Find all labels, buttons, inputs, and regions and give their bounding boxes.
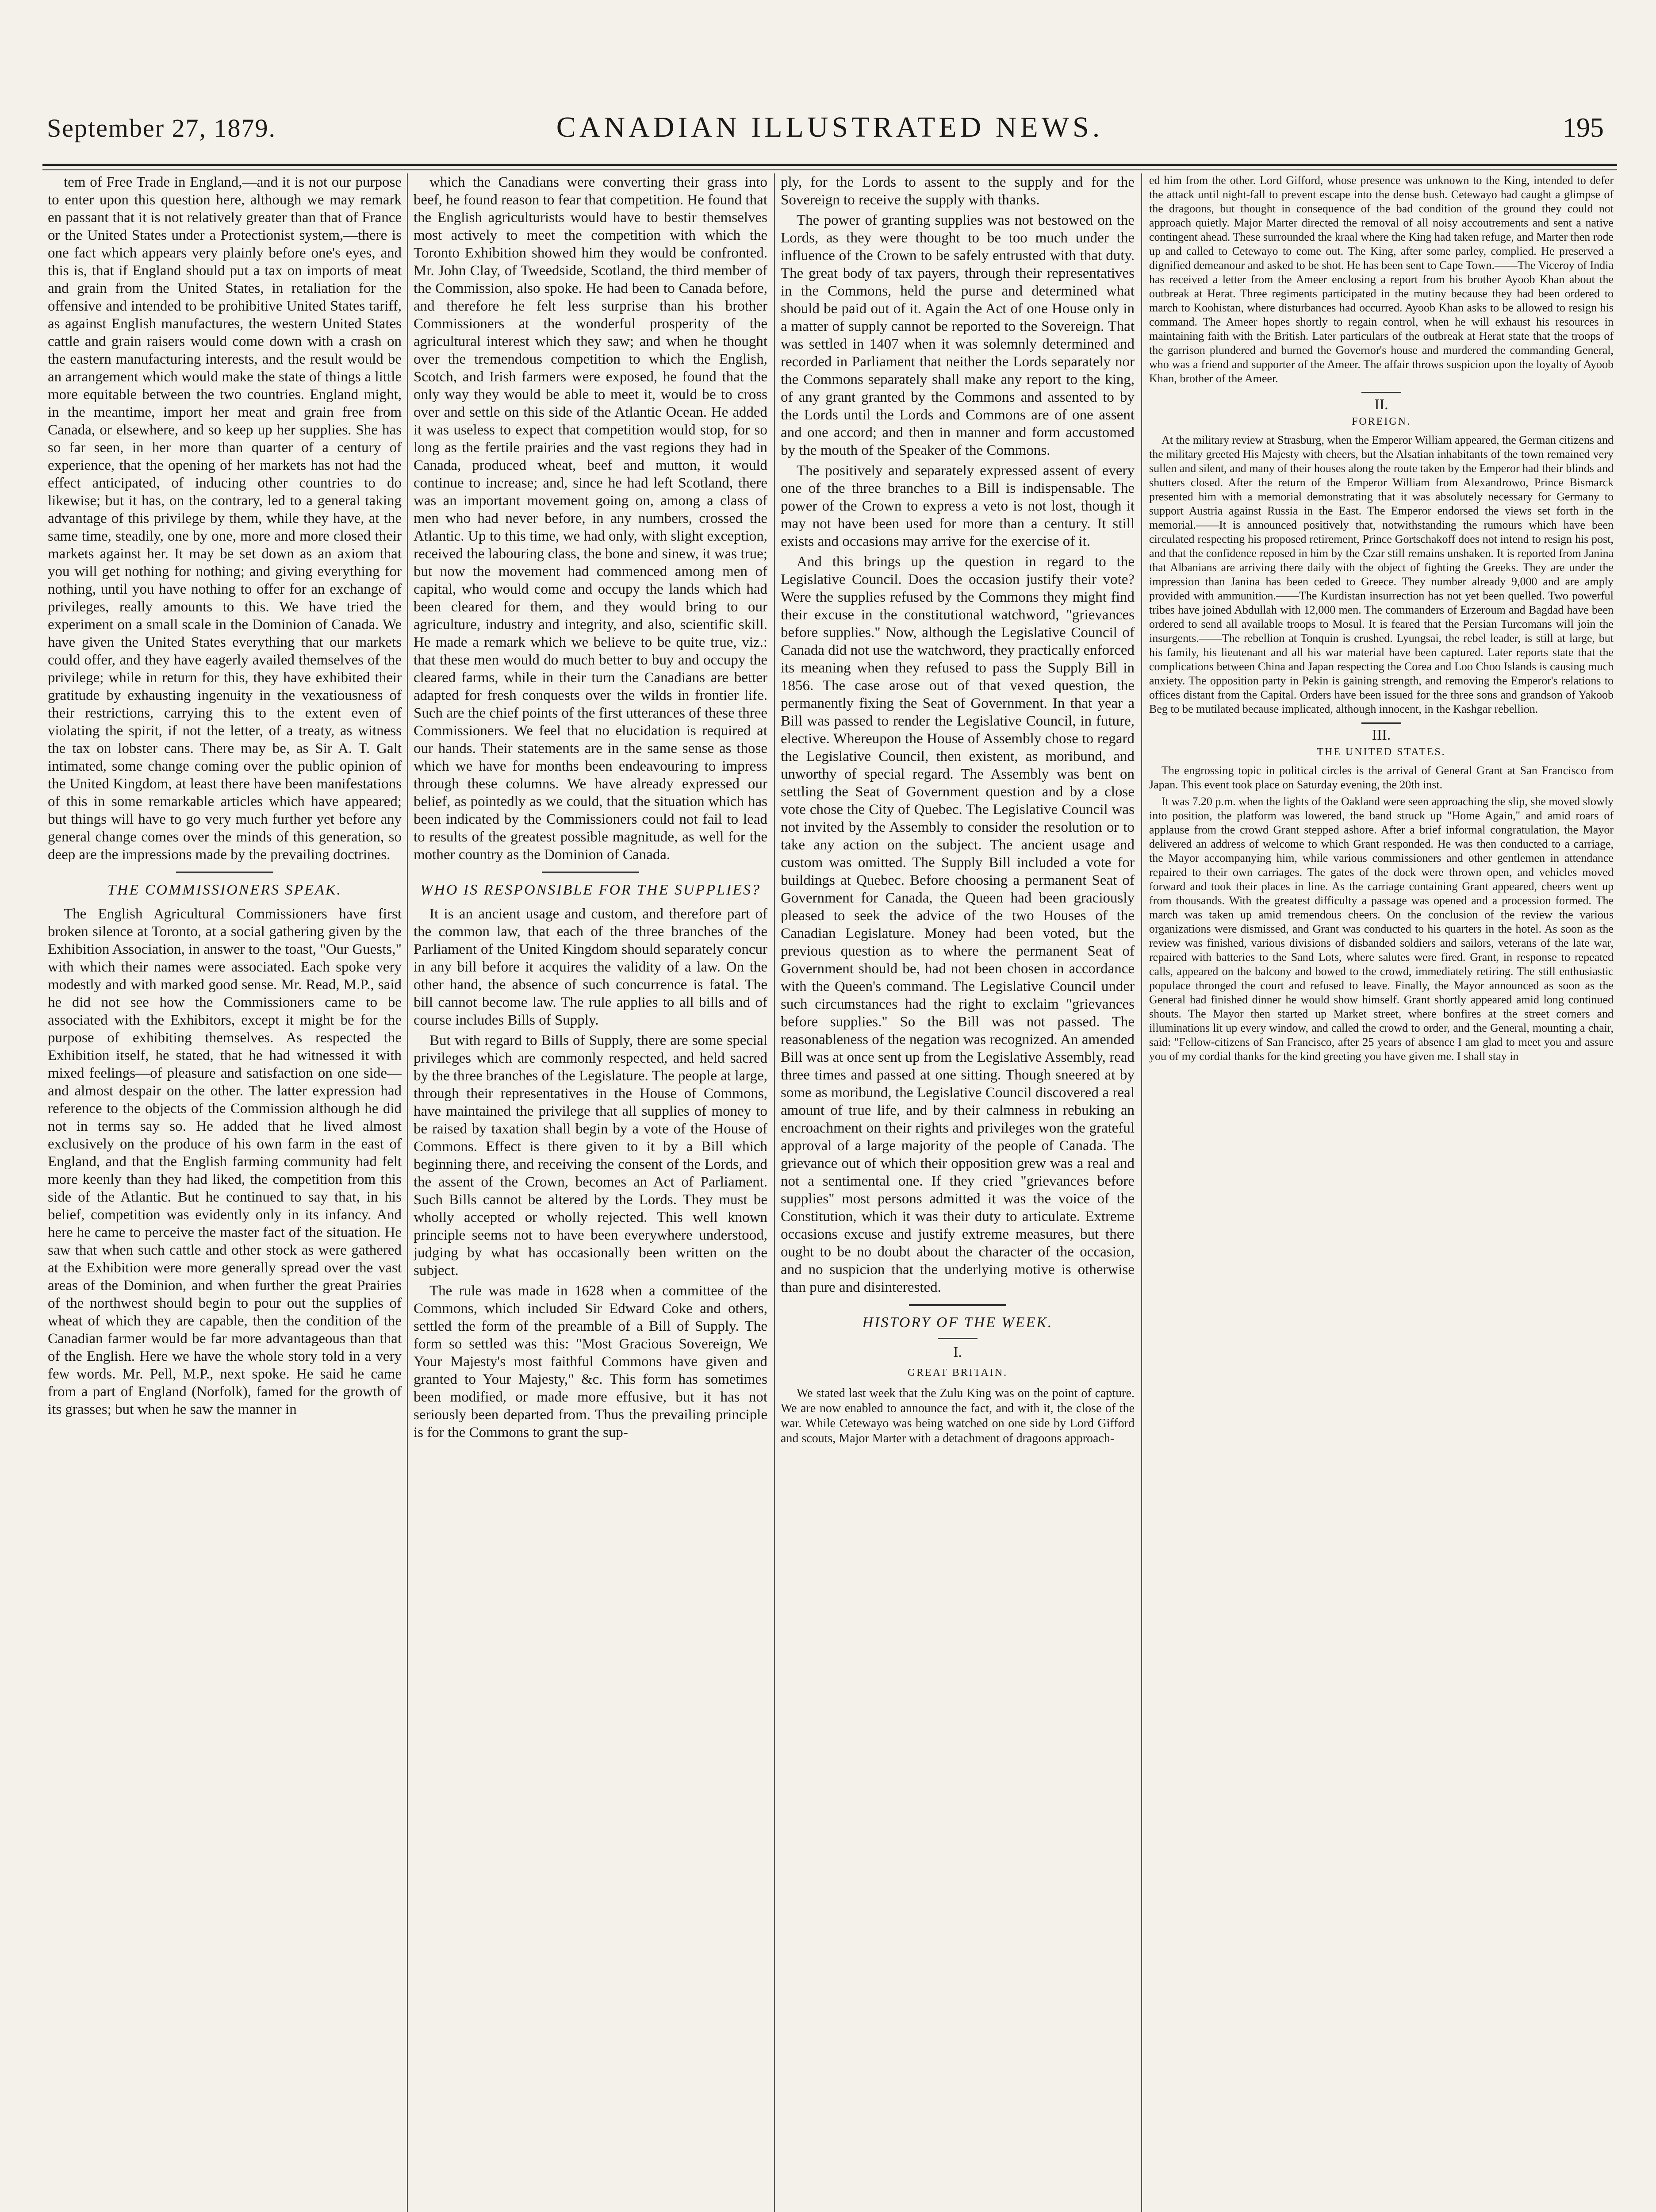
issue-date: September 27, 1879. xyxy=(47,114,276,142)
subsection-divider xyxy=(938,1338,978,1339)
page-header xyxy=(42,104,1617,157)
article-paragraph: The positively and separately expressed assent of every one of the three branches to a Bill is indispensable. The power of the Crown to express a veto is not lost, though it may not have been used for more than a century. It still exists and occasions may arrive for the exercise of it. xyxy=(781,463,1135,549)
header-rule-thin xyxy=(42,169,1617,170)
section-divider xyxy=(176,872,273,873)
article-paragraph: ed him from the other. Lord Gifford, whose presence was unknown to the King, intended to defer the attack until night-fall to prevent escape into the dense bush. Cetewayo had caught a glimpse of the dragoons, but thought in consequence of the bad condition of the ground they could not approach quietly. Major Marter directed the removal of all noisy accoutrements and sent a native contingent ahead. These surrounded the kraal where the King had taken refuge, and Marter then rode up and called to Cetewayo to come out. The King, after some parley, complied. He preserved a dignified demeanour and asked to be shot. He has been sent to Cape Town.——The Viceroy of India has received a letter from the Ameer enclosing a report from his brother Ayoob Khan about the outbreak at Herat. Three regiments participated in the mutiny because they had been ordered to march to Koohistan, where disturbances had occurred. Ayoob Khan asks to be allowed to resign his command. The Ameer hopes shortly to regain control, when he will exhaust his resources in maintaining faith with the British. Later particulars of the outbreak at Herat state that the troops of the garrison plundered and burned the Governor's house and murdered the commanding General, who was a friend and supporter of the Ameer. The affair throws suspicion upon the loyalty of Ayoob Khan, brother of the Ameer. xyxy=(1149,174,1614,385)
article-paragraph: tem of Free Trade in England,—and it is not our purpose to enter upon this question here, although we may remark en passant that it is not relatively greater than that of France or the United States under a Protectionist system,—there is one fact which appears very plainly before one's eyes, and this is, that if England should put a tax on imports of meat and grain from the United States, in retaliation for the offensive and intended to be prohibitive United States tariff, as against English manufactures, the western United States cattle and grain raisers would come down with a crash on the eastern manufacturing interests, and the result would be an arrangement which would make the state of things a little more equitable between the two countries. England might, in the meantime, import her meat and grain free from Canada, or elsewhere, and so keep up her supplies. She has so far seen, in her more than quarter of a century of experience, that the opening of her markets has not had the effect anticipated, of inducing other countries to do likewise; but it has, on the contrary, led to a general taking advantage of this privilege by them, while they have, at the same time, steadily, one by one, more and more closed their markets against her. It may be set down as an axiom that you will get nothing for nothing; and giving everything for nothing, until you have nothing to offer for an exchange of privileges, really amounts to this. We have tried the experiment on a small scale in the Dominion of Canada. We have given the United States everything that our markets could offer, and they have eagerly availed themselves of the privilege; while in return for this, they have exhibited their gratitude by exhausting ingenuity in the vexatiousness of their restrictions, carrying this to the extent even of violating the spirit, if not the letter, of a treaty, as witness the tax on lobster cans. There may be, as Sir A. T. Galt intimated, some change coming over the public opinion of the United Kingdom, at least there have been manifestations of this in some remarkable articles which have appeared; but things will have to go very much further yet before any general change comes over the minds of this generation, so deep are the impressions made by the prevailing doctrines. xyxy=(48,174,402,863)
section-divider xyxy=(909,1304,1006,1306)
article-paragraph: The power of granting supplies was not bestowed on the Lords, as they were thought to be too much under the influence of the Crown to be safely entrusted with that duty. The great body of tax payers, through their representatives in the Commons, held the purse and determined what should be paid out of it. Again the Act of one House only in a matter of supply cannot be reported to the Sovereign. That was settled in 1407 when it was solemnly determined and recorded in Parliament that neither the Lords separately nor the Commons separately shall make any report to the king, of any grant granted by the Commons and assented to by the Lords until the Lords and Commons are of one assent and one accord; and then in manner and form accustomed by the mouth of the Speaker of the Commons. xyxy=(781,212,1135,458)
article-paragraph: The engrossing topic in political circles is the arrival of General Grant at San Francisco from Japan. This event took place on Saturday evening, the 20th inst. xyxy=(1149,764,1614,791)
subsection-number: III. xyxy=(1372,727,1391,743)
column-3 xyxy=(781,173,1135,2212)
article-paragraph: But with regard to Bills of Supply, there are some special privileges which are commonly respected, and held sacred by the three branches of the Legislature. The people at large, through their representatives in the House of Commons, have maintained the privilege that all supplies of money to be raised by taxation shall begin by a vote of the House of Commons. Effect is there given to it by a Bill which beginning there, and receiving the consent of the Lords, and the assent of the Crown, becomes an Act of Parliament. Such Bills cannot be altered by the Lords. They must be wholly accepted or wholly rejected. This well known principle seems not to have been everywhere understood, judging by what has occasionally been written on the subject. xyxy=(414,1033,767,1279)
column-divider xyxy=(407,173,408,2212)
article-paragraph: The English Agricultural Commissioners have first broken silence at Toronto, at a social gathering given by the Exhibition Association, in answer to the toast, "Our Guests," with which their names were associated. Each spoke very modestly and with marked good sense. Mr. Read, M.P., said he did not see how the Commissioners came to be associated with the Exhibitors, except it might be for the purpose of exhibiting themselves. As respected the Exhibition itself, he stated, that he had witnessed it with mixed feelings—of pleasure and satisfaction on one side—and almost despair on the other. The latter expression had reference to the objects of the Commission although he did not in terms say so. He added that he lived almost exclusively on the produce of his own farm in the east of England, and that the English farming community had felt more keenly than they had liked, the competition from this side of the Atlantic. But he continued to say that, in his belief, competition was evidently only in its infancy. And here he came to perceive the master fact of the situation. He saw that when such cattle and other stock as were gathered at the Exhibition were more generally spread over the vast areas of the Dominion, and when further the great Prairies of the northwest should begin to pour out the supplies of wheat of which they are capable, then the condition of the Canadian farmer would be far more advantageous than that of the English. Here we have the whole story told in a very few words. Mr. Pell, M.P., next spoke. He said he came from a part of England (Norfolk), famed for the growth of its grasses; but when he saw the manner in xyxy=(48,906,402,1417)
masthead-title: CANADIAN ILLUSTRATED NEWS. xyxy=(556,111,1104,143)
article-paragraph: And this brings up the question in regard to the Legislative Council. Does the occasion justify their vote? Were the supplies refused by the Commons they might find their excuse in the constitutional watchword, "grievances before supplies." Now, although the Legislative Council of Canada did not use the watchword, they practically enforced its meaning when they refused to pass the Supply Bill in 1856. The case arose out of that vexed question, the permanently fixing the Seat of Government. In that year a Bill was passed to render the Legislative Council, in future, elective. Whereupon the House of Assembly chose to regard the Legislative Council, then existent, as moribund, and unworthy of special regard. The Assembly was bent on settling the Seat of Government question and by a close vote chose the City of Quebec. The Legislative Council was not invited by the Assembly to consider the resolution or to take any action on the subject. The ancient usage and custom was omitted. The Supply Bill included a vote for buildings at Quebec. Before choosing a permanent Seat of Government for Canada, the Queen had been graciously pleased to seek the advice of the two Houses of the Canadian Legislature. Money had been voted, but the previous question as to where the permanent Seat of Government should be, had not been chosen in accordance with the Queen's command. The Legislative Council under such circumstances had the right to exclaim "grievances before supplies." So the Bill was not passed. The reasonableness of the negation was recognized. An amended Bill was at once sent up from the Legislative Assembly, read three times and passed at one sitting. Though sneered at by some as moribund, the Legislative Council discovered a real amount of true life, and by their calmness in rebuking an encroachment on their rights and privileges won the grateful approval of a large majority of the people of Canada. The grievance out of which their opposition grew was a real and not a sentimental one. If they cried "grievances before supplies" most persons admitted it was the voice of the Constitution, which it was their duty to articulate. Extreme occasions excuse and justify extreme measures, but there ought to be no doubt about the character of the occasion, and no suspicion that the underlying motive is otherwise than pure and disinterested. xyxy=(781,554,1135,1295)
column-divider xyxy=(1141,173,1142,2212)
subsection-number: II. xyxy=(1374,396,1388,413)
column-2 xyxy=(414,173,767,2212)
article-paragraph: At the military review at Strasburg, when the Emperor William appeared, the German citizens and the military greeted His Majesty with cheers, but the Alsatian inhabitants of the town remained very sullen and silent, and many of their houses along the route taken by the Emperor had their blinds and shutters closed. After the return of the Emperor William from Alexandrowo, Prince Bismarck presented him with a memorial demonstrating that it was absolutely necessary for Germany to support Austria against Russia in the East. The Emperor endorsed the views set forth in the memorial.——It is announced positively that, notwithstanding the rumours which have been circulated respecting his proposed retirement, Prince Gortschakoff does not intend to resign his post, and that the confidence reposed in him by the Czar still remains unshaken. It is reported from Janina that Albanians are arriving there daily with the object of fighting the Greeks. They are under the impression than Janina has been ceded to Greece. They number already 9,000 and are amply provided with ammunition.——The Kurdistan insurrection has not yet been quelled. Two powerful tribes have joined Abdullah with 12,000 men. The commanders of Erzeroum and Bagdad have been ordered to send all available troops to Mosul. It is feared that the Persian Turcomans will join the insurgents.——The rebellion at Tonquin is crushed. Lyungsai, the rebel leader, is still at large, but his family, his lieutenant and all his war material have been captured. Later reports state that the complications between China and Japan respecting the Corea and Loo Choo Islands is causing much anxiety. The opposition party in Pekin is gaining strength, and removing the Emperor's relations to offices distant from the Capital. Orders have been issued for the three sons and grandson of Yakoob Beg to be mutilated because implicated, although innocent, in the Kashgar rebellion. xyxy=(1149,434,1614,715)
subsection-number: I. xyxy=(953,1344,962,1360)
article-paragraph: The rule was made in 1628 when a committee of the Commons, which included Sir Edward Coke and others, settled the form of the preamble of a Bill of Supply. The form so settled was this: "Most Gracious Sovereign, We Your Majesty's most faithful Commons have given and granted to Your Majesty," &c. This form has sometimes been modified, or made more effusive, but it has not seriously been departed from. Thus the prevailing principle is for the Commons to grant the sup- xyxy=(414,1283,767,1440)
article-paragraph: We stated last week that the Zulu King was on the point of capture. We are now enabled to announce the fact, and with it, the close of the war. While Cetewayo was being watched on one side by Lord Gifford and scouts, Major Marter with a detachment of dragoons approach- xyxy=(781,1386,1135,1445)
subsection-heading: FOREIGN. xyxy=(1351,416,1411,427)
subsection-heading: THE UNITED STATES. xyxy=(1317,746,1446,758)
article-paragraph: It was 7.20 p.m. when the lights of the Oakland were seen approaching the slip, she moved slowly into position, the platform was lowered, the band struck up "Home Again," and amid roars of applause from the crowd Grant stepped ashore. After a brief informal congratulation, the Mayor delivered an address of welcome to which Grant responded. He was then conducted to a carriage, the Mayor accompanying him, while various commissioners and other gentlemen in attendance repaired to their own carriages. The gates of the dock were thrown open, and vehicles moved forward and took their places in line. As the carriage containing Grant appeared, cheers went up from thousands. With the greatest difficulty a passage was opened and a procession formed. The march was taken up amid tremendous cheers. On the conclusion of the review the various organizations were dismissed, and Grant was conducted to his quarters in the hotel. As soon as the review was finished, various divisions of disbanded soldiers and sailors, veterans of the late war, repaired with batteries to the Sand Lots, where salutes were fired. Grant, in response to repeated calls, appeared on the balcony and bowed to the crowd, immediately retiring. The still enthusiastic populace thronged the court and refused to leave. Finally, the Mayor announced as soon as the General had finished dinner he would show himself. Grant shortly appeared amid long continued shouts. The Mayor then started up Market street, where bonfires at the street corners and illuminations lit up every window, and called the crowd to order, and the General, mounting a chair, said: "Fellow-citizens of San Francisco, after 25 years of absence I am glad to meet you and assure you of my cordial thanks for the kind greeting you have given me. I shall stay in xyxy=(1149,795,1614,1063)
column-divider xyxy=(774,173,775,2212)
subsection-divider xyxy=(1361,392,1401,393)
header-rule xyxy=(42,164,1617,166)
article-heading: THE COMMISSIONERS SPEAK. xyxy=(107,882,342,898)
article-heading: WHO IS RESPONSIBLE FOR THE SUPPLIES? xyxy=(420,882,761,898)
article-paragraph: ply, for the Lords to assent to the supply and for the Sovereign to receive the supply with thanks. xyxy=(781,174,1135,208)
subsection-heading: GREAT BRITAIN. xyxy=(907,1367,1008,1379)
subsection-divider xyxy=(1361,722,1401,724)
section-divider xyxy=(542,872,639,873)
page-number: 195 xyxy=(1563,113,1604,143)
article-heading: HISTORY OF THE WEEK. xyxy=(862,1314,1053,1331)
column-1 xyxy=(48,173,402,2212)
article-paragraph: which the Canadians were converting their grass into beef, he found reason to fear that competition. He found that the English agriculturists would have to bestir themselves most actively to meet the competition with which the Toronto Exhibition showed him they would be confronted. Mr. John Clay, of Tweedside, Scotland, the third member of the Commission, also spoke. He had been to Canada before, and therefore he felt less surprise than his brother Commissioners at the wonderful prosperity of the agricultural interest which they saw; and when he thought over the tremendous competition to which the English, Scotch, and Irish farmers were exposed, he found that the only way they would be able to meet it, would be to cross over and settle on this side of the Atlantic Ocean. He added it was useless to expect that competition would stop, for so long as the fertile prairies and the vast regions they had in Canada, produced wheat, beef and mutton, it would continue to increase; and, since he had left Scotland, there was an important movement going on, among a class of men who had never before, in any numbers, crossed the Atlantic. Up to this time, we had only, with slight exception, received the labouring class, the bone and sinew, it was true; but now the movement had commenced among men of capital, who would come and occupy the lands which had been cleared for them, and they would bring to our agriculture, industry and integrity, and also, scientific skill. He made a remark which we believe to be quite true, viz.: that these men would do much better to buy and occupy the cleared farms, while in their turn the Canadians are better adapted for fresh conquests over the wilds in frontier life. Such are the chief points of the first utterances of these three Commissioners. We feel that no elucidation is required at our hands. Their statements are in the same sense as those which we have for months been endeavouring to impress through these columns. We have already expressed our belief, as pointedly as we could, that the situation which has been indicated by the Commissioners could not fail to lead to results of the greatest possible magnitude, as well for the mother country as the Dominion of Canada. xyxy=(414,174,767,863)
article-paragraph: It is an ancient usage and custom, and therefore part of the common law, that each of the three branches of the Parliament of the United Kingdom should separately concur in any bill before it acquires the validity of a law. On the other hand, the absence of such concurrence is fatal. The bill cannot become law. The rule applies to all bills and of course includes Bills of Supply. xyxy=(414,906,767,1028)
column-4 xyxy=(1149,173,1614,2212)
